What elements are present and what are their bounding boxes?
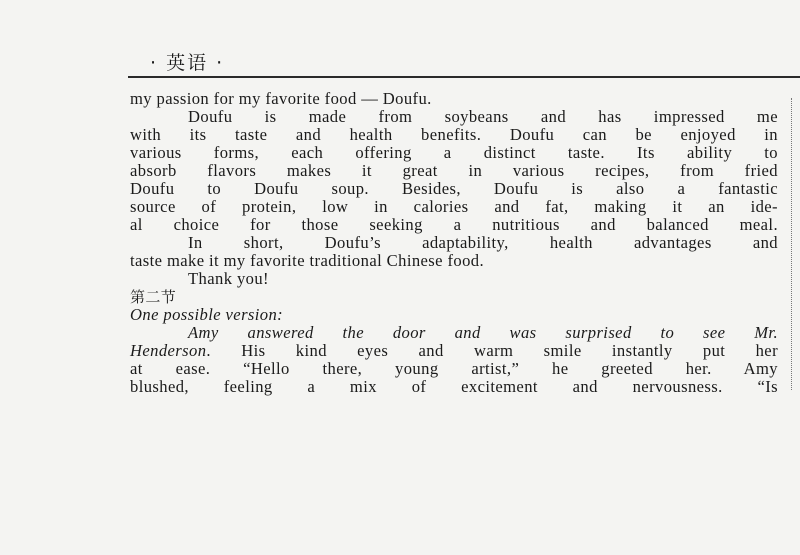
header-divider — [128, 76, 800, 78]
text-line: absorb flavors makes it great in various recipes, from fried — [130, 161, 778, 180]
version-label: One possible version: — [130, 305, 284, 324]
text-line: In short, Doufu’s adaptability, health advantages and — [188, 233, 778, 252]
margin-dotted-rule — [791, 98, 792, 390]
text-line: al choice for those seeking a nutritious and balanced meal. — [130, 215, 778, 234]
text-line — [130, 342, 778, 360]
text-line: taste make it my favorite traditional Chinese food. — [130, 251, 485, 270]
text-line: Doufu is made from soybeans and has impressed me — [188, 107, 778, 126]
italic-name: Henderson — [130, 341, 207, 360]
text-line: source of protein, low in calories and fat, making it an ide- — [130, 197, 778, 216]
text-line: Doufu to Doufu soup. Besides, Doufu is also a fantastic — [130, 179, 778, 198]
text-line: my passion for my favorite food — Doufu. — [130, 89, 432, 108]
text-fragment: . His kind eyes and warm smile instantly put her — [206, 341, 778, 360]
document-body — [130, 90, 778, 396]
text-line: at ease. “Hello there, young artist,” he greeted her. Amy — [130, 359, 778, 378]
text-line: Amy answered the door and was surprised to see Mr. — [188, 323, 778, 342]
section-heading: 第二节 — [130, 288, 177, 306]
text-line: with its taste and health benefits. Doufu can be enjoyed in — [130, 125, 778, 144]
text-line: various forms, each offering a distinct taste. Its ability to — [130, 143, 778, 162]
text-line: Thank you! — [188, 269, 269, 288]
page-header-title: · 英语 · — [150, 52, 225, 74]
text-line: blushed, feeling a mix of excitement and nervousness. “Is — [130, 377, 778, 396]
